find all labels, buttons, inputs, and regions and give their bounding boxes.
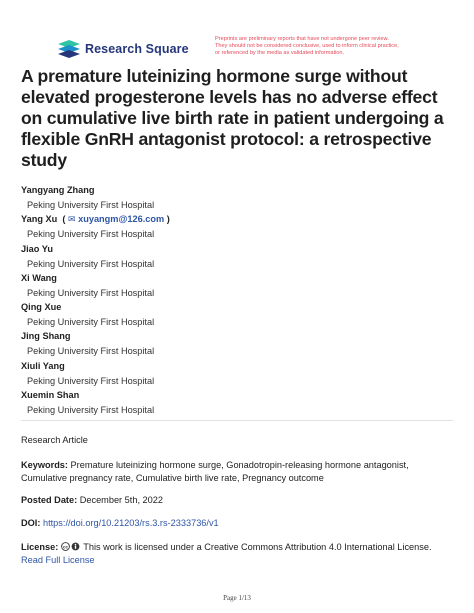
license-label: License: [21, 542, 59, 552]
author-name: Jiao Yu [21, 243, 54, 254]
author-affiliation: Peking University First Hospital [27, 317, 155, 328]
article-type: Research Article [21, 435, 88, 445]
author-affiliation: Peking University First Hospital [27, 229, 155, 240]
author-name-row [21, 213, 451, 227]
title-line: elevated progesterone levels has no adverse effect [21, 87, 438, 107]
author-name: Qing Xue [21, 302, 62, 313]
notice-line: or referenced by the media as validated information. [215, 50, 345, 57]
author-email: xuyangm@126.com [78, 214, 165, 225]
license-icons [61, 542, 81, 551]
doi-block [21, 517, 456, 530]
title-line: on cumulative live birth rate in patient undergoing a [21, 108, 444, 128]
author-name: Jing Shang [21, 331, 71, 342]
author-name: Xiuli Yang [21, 360, 65, 371]
author-affiliation: Peking University First Hospital [27, 200, 155, 210]
author-affiliation: Peking University First Hospital [27, 375, 155, 386]
logo-text: Research Square [85, 42, 189, 56]
title-line: A premature luteinizing hormone surge without [21, 66, 408, 86]
author-entry [21, 360, 451, 389]
author-affiliation: Peking University First Hospital [27, 405, 155, 416]
research-square-logo[interactable] [58, 40, 189, 58]
page-number: Page 1/13 [223, 594, 251, 602]
envelope-icon: ✉ [68, 214, 76, 225]
title-line: study [21, 150, 67, 170]
author-name: Xuemin Shan [21, 390, 80, 401]
title-line: flexible GnRH antagonist protocol: a retrospective [21, 129, 432, 149]
read-full-license-link[interactable]: Read Full License [21, 554, 95, 565]
notice-line: They should not be considered conclusive, used to inform clinical practice, [215, 43, 399, 50]
research-square-logo-icon [58, 40, 80, 58]
by-icon [71, 543, 79, 551]
email-close-paren: ) [166, 214, 170, 225]
cc-icon [61, 543, 69, 551]
author-name: Xi Wang [21, 272, 57, 283]
keywords-value: Premature luteinizing hormone surge, Gonadotropin-releasing hormone antagonist, Cumulative pregnancy rate, Cumulative birth live rate, Pregnancy outcome [21, 460, 409, 483]
header [58, 36, 444, 68]
author-list [21, 184, 451, 418]
preprint-notice [215, 36, 455, 58]
author-entry [21, 330, 451, 359]
posted-date-label: Posted Date: [21, 495, 78, 505]
license-block [21, 541, 456, 566]
posted-date-block [21, 494, 456, 507]
email-open-paren: ( [59, 214, 66, 225]
doi-link[interactable]: https://doi.org/10.21203/rs.3.rs-2333736/v1 [42, 518, 219, 528]
notice-line: Preprints are preliminary reports that have not undergone peer review. [215, 36, 389, 42]
author-affiliation: Peking University First Hospital [27, 258, 155, 269]
article-title [21, 66, 461, 171]
author-entry [21, 243, 451, 272]
doi-label: DOI: [21, 518, 41, 528]
author-entry [21, 213, 451, 242]
author-entry [21, 272, 451, 301]
author-name: Yang Xu [21, 214, 58, 225]
svg-text:cc: cc [62, 544, 68, 550]
author-entry [21, 184, 451, 213]
keywords-label: Keywords: [21, 460, 68, 470]
keywords-block [21, 459, 456, 484]
posted-date-value: December 5th, 2022 [79, 495, 163, 505]
author-entry [21, 389, 451, 418]
author-email-link[interactable] [68, 214, 167, 224]
author-affiliation: Peking University First Hospital [27, 346, 155, 357]
section-divider [21, 420, 453, 421]
author-affiliation: Peking University First Hospital [27, 287, 155, 298]
author-entry [21, 301, 451, 330]
author-name: Yangyang Zhang [21, 185, 95, 195]
license-text: This work is licensed under a Creative Commons Attribution 4.0 International License. [83, 542, 432, 552]
